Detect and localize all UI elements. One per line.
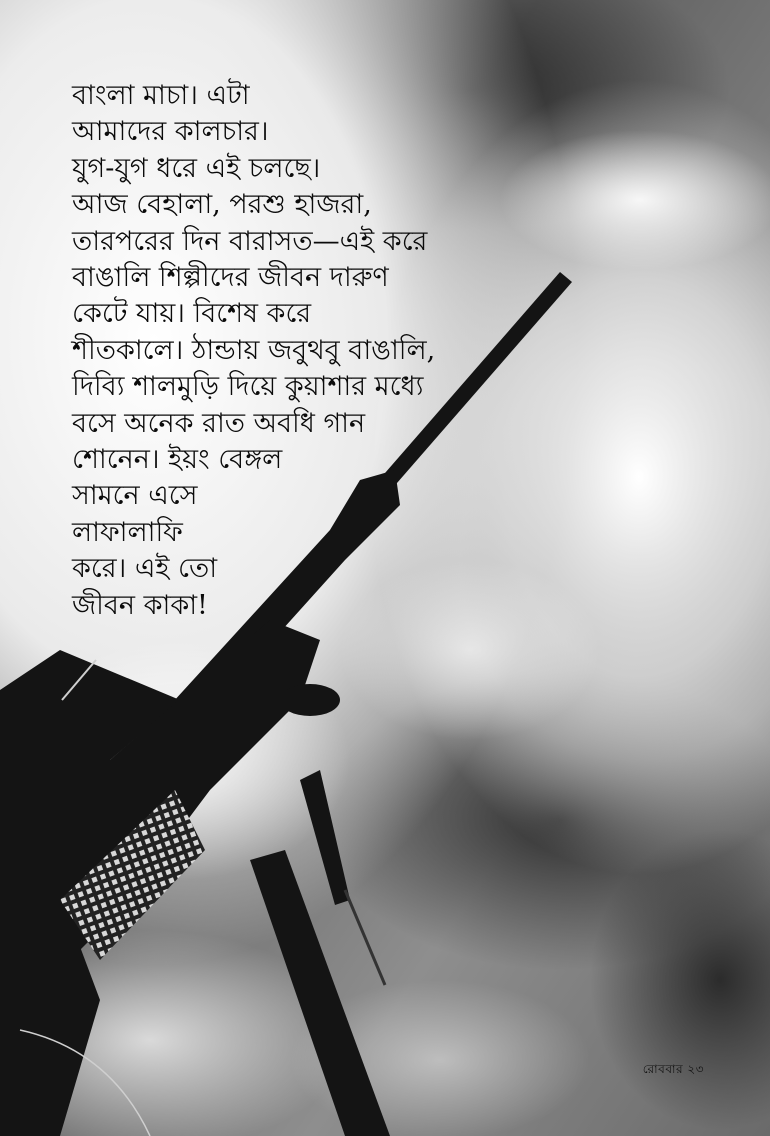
article-line: তারপরের দিন বারাসত—এই করে [72,225,428,257]
article-line: দিব্যি শালমুড়ি দিয়ে কুয়াশার মধ্যে [72,371,424,403]
article-line: যুগ-যুগ ধরে এই চলছে। [72,152,321,184]
article-line: শোনেন। ইয়ং বেঙ্গল [72,444,283,476]
article-text [72,78,502,624]
article-line: লাফালাফি [72,516,183,548]
article-line: শীতকালে। ঠান্ডায় জবুথবু বাঙালি, [72,334,436,366]
article-line: জীবন কাকা! [72,589,208,621]
page-footer: রোববার ২৩ [642,1062,704,1076]
article-line: বাংলা মাচা। এটা [72,80,250,111]
article-line: আমাদের কালচার। [72,116,269,148]
article-line: বসে অনেক রাত অবধি গান [72,407,366,439]
article-line: আজ বেহালা, পরশু হাজরা, [72,189,372,221]
article-line: সামনে এসে [72,480,198,512]
article-line: করে। এই তো [72,553,218,585]
article-line: বাঙালি শিল্পীদের জীবন দারুণ [72,262,389,294]
article-line: কেটে যায়। বিশেষ করে [72,298,312,330]
